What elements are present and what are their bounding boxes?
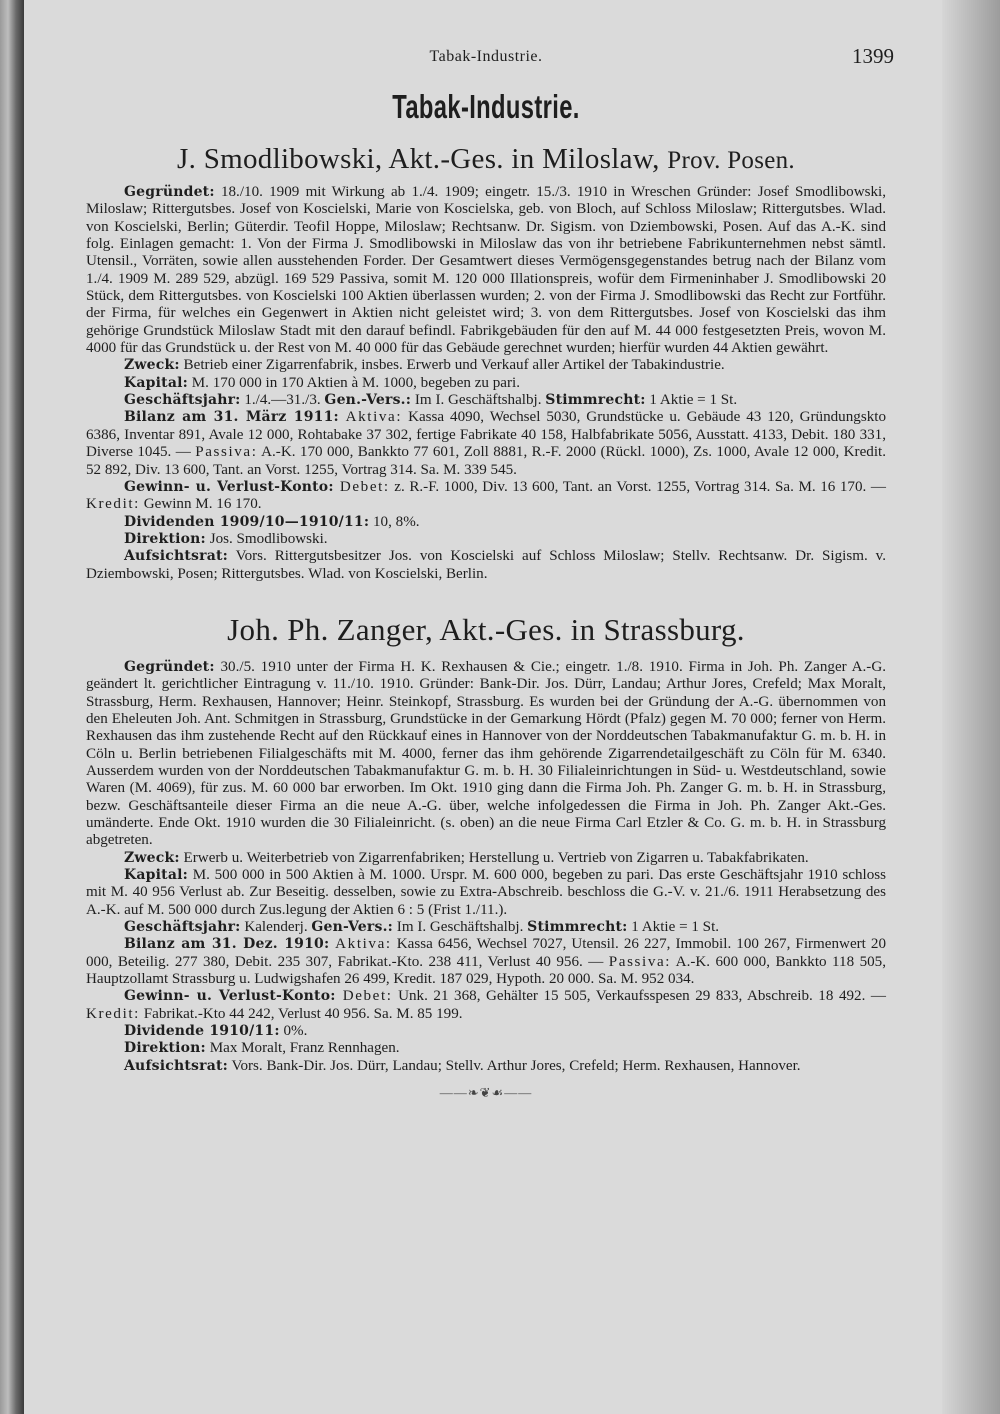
label-kredit: Kredit: xyxy=(86,496,140,513)
page-number: 1399 xyxy=(852,44,894,68)
label-zweck: Zweck: xyxy=(124,357,180,374)
label-guv: Gewinn- u. Verlust-Konto: xyxy=(124,988,336,1005)
debet-text: z. R.-F. 1000, Div. 13 600, Tant. an Vorst. 1255, Vortrag 314. Sa. M. 16 170. — xyxy=(389,478,886,495)
section-gap xyxy=(86,583,886,611)
passiva-text: A.-K. 600 000, Bankkto 118 505, Hauptzollamt Strassburg u. Ludwigshafen 26 499, Kredit. 187 029, Hypoth. 20 000. Sa. M. 952 034. xyxy=(86,953,886,988)
gv-text: Im I. Geschäftshalbj. xyxy=(393,919,528,936)
company2-geschaeftsjahr xyxy=(86,919,886,936)
founded-text: 30./5. 1910 unter der Firma H. K. Rexhausen & Cie.; eingetr. 1./8. 1910. Firma in Joh. Ph. Zanger A.-G. geändert lt. gerichtlicher Eintragung v. 11./10. 1910. Gründer: Bank-Dir. Jos. Dürr, Landau; Arthur Jores, Crefeld; Max Moralt, Strassburg, Herm. Rexhausen, Hannover; Heinr. Steinkopf, Strassburg. Es wurden bei der Gründung der A.-G. übernommen von den Eheleuten Joh. Ant. Schmitgen in Strassburg, Grundstücke in der Gemarkung Hördt (Pfalz) gegen M. 70 000; ferner von Herm. Rexhausen das ihm zustehende Recht auf den Rückkauf eines in Hannover von der Norddeutschen Tabakmanufaktur G. m. b. H. in Cöln u. Berlin betriebenen Filialgeschäfts mit M. 4000, ferner das ihm gehörende Zigarrendetailgeschäft zu Cöln für M. 6340. Ausserdem wurden von der Norddeutschen Tabakmanufaktur G. m. b. H. 30 Filialeinrichtungen in Süd- u. Westdeutschland, sowie Waren (M. 4069), für zus. M. 60 000 bar erworben. Im Okt. 1910 ging dann die Firma Joh. Ph. Zanger G. m. b. H. in Strassburg, bezw. Geschäftsanteile dieser Firma an die neue A.-G. über, welche infolgedessen die Firma in Joh. Ph. Zanger Akt.-Ges. umänderte. Ende Okt. 1910 wurden die 30 Filialeinricht. (s. oben) an die neue Firma Carl Etzler & Co. G. m. b. H. in Strassburg abgetreten. xyxy=(86,658,886,849)
running-head xyxy=(86,40,894,70)
label-bilanz: Bilanz am 31. März 1911: xyxy=(124,409,339,426)
label-passiva: Passiva: xyxy=(195,444,258,461)
label-dividende: Dividende 1910/11: xyxy=(124,1023,280,1040)
aktiva-text: Kassa 6456, Wechsel 7027, Utensil. 26 227, Immobil. 100 267, Firmenwert 20 000, Beteilig. 277 380, Debit. 235 307, Fabrikat.-Kto. 238 411, Verlust 40 956. — xyxy=(86,936,887,970)
company1-prov: Prov. Posen. xyxy=(667,147,795,174)
label-passiva: Passiva: xyxy=(608,953,672,970)
dir-text: Jos. Smodlibowski. xyxy=(205,530,328,547)
label-debet: Debet: xyxy=(335,988,393,1005)
ar-text: Vors. Rittergutsbesitzer Jos. von Koscielski auf Schloss Miloslaw; Stellv. Rechtsanw. Dr. Sigism. v. Dziembowski, Posen; Rittergutsbes. Wlad. von Koscielski, Berlin. xyxy=(86,548,886,582)
company2-guv xyxy=(86,988,886,1023)
company2-founded xyxy=(86,659,886,850)
gj-text: 1./4.—31./3. xyxy=(240,392,325,409)
label-aufsichtsrat: Aufsichtsrat: xyxy=(124,548,228,565)
company1-founded xyxy=(86,184,886,357)
sr-text: 1 Aktie = 1 St. xyxy=(627,919,720,936)
section-title: Tabak-Industrie. xyxy=(392,88,580,125)
company1-direktion xyxy=(86,531,886,548)
company1-guv xyxy=(86,479,886,514)
zweck-text: Erwerb u. Weiterbetrieb von Zigarrenfabriken; Herstellung u. Vertrieb von Zigarren u. Tabakfabrikaten. xyxy=(179,849,809,866)
company2-kapital xyxy=(86,867,886,919)
gj-text: Kalenderj. xyxy=(240,919,312,936)
label-aktiva: Aktiva: xyxy=(329,936,392,953)
label-stimmrecht: Stimmrecht: xyxy=(527,919,628,936)
company2-direktion xyxy=(86,1040,886,1057)
label-aufsichtsrat: Aufsichtsrat: xyxy=(124,1057,228,1074)
company1-name: J. Smodlibowski, Akt.-Ges. in Miloslaw, xyxy=(177,143,660,175)
div-text: 0%. xyxy=(279,1023,308,1040)
end-ornament-icon: ——❧❦☙—— xyxy=(439,1085,533,1101)
label-kapital: Kapital: xyxy=(124,374,188,391)
label-dividenden: Dividenden 1909/10—1910/11: xyxy=(124,513,370,530)
company2-title: Joh. Ph. Zanger, Akt.-Ges. in Strassburg. xyxy=(227,611,745,647)
company1-aufsichtsrat xyxy=(86,548,886,583)
label-kapital: Kapital: xyxy=(124,867,188,884)
company2-bilanz xyxy=(86,936,886,988)
company2-dividende xyxy=(86,1023,886,1040)
company1-body xyxy=(86,184,886,583)
label-geschaeftsjahr: Geschäftsjahr: xyxy=(124,919,241,936)
zweck-text: Betrieb einer Zigarrenfabrik, insbes. Erwerb und Verkauf aller Artikel der Tabakindustrie. xyxy=(179,357,725,374)
label-zweck: Zweck: xyxy=(124,849,180,866)
company1-bilanz xyxy=(86,409,886,478)
company2-aufsichtsrat xyxy=(86,1058,886,1075)
page-content xyxy=(86,40,894,1101)
company1-geschaeftsjahr xyxy=(86,392,886,409)
label-direktion: Direktion: xyxy=(124,530,206,547)
founded-text: 18./10. 1909 mit Wirkung ab 1./4. 1909; eingetr. 15./3. 1910 in Wreschen Gründer: Josef Smodlibowski, Miloslaw; Rittergutsbes. Josef von Koscielski, Marie von Koscielska, geb. von Bloch, auf Schloss Miloslaw; Rittergutsbes. Wlad. von Koscielski, Berlin; Güterdir. Teofil Hoppe, Miloslaw; Rechtsanw. Dr. Sigism. von Dziembowski, Posen. Auf das A.-K. sind folg. Einlagen gemacht: 1. Von der Firma J. Smodlibowski in Miloslaw das von ihr betriebene Fabrikunternehmen nebst sämtl. Utensil., Vorräten, sowie allen ausstehenden Forder. Der Gesamtwert dieses Vermögensgegenstandes betrug nach der Bilanz vom 1./4. 1909 M. 289 529, abzügl. 169 529 Passiva, somit M. 120 000 Illationspreis, wofür dem Firmeninhaber J. Smodlibowski 20 Stück, dem Rittergutsbes. von Koscielski 100 Aktien überlassen wurden; 2. von der Firma J. Smodlibowski das Recht zur Fortführ. der Firma, für welches ein Gegenwert in Aktien nicht geleistet wird; 3. von dem Rittergutsbes. Josef von Koscielski das ihm gehörige Grundstück Miloslaw Stadt mit den darauf befindl. Fabrikgebäuden für den auf M. 44 000 festgesetzten Preis, wovon M. 4000 für das Grundstück u. der Rest von M. 40 000 für das Gebäude gerechnet wurden; hierfür wurden 44 Aktien gewährt. xyxy=(86,184,886,357)
kapital-text: M. 500 000 in 500 Aktien à M. 1000. Urspr. M. 600 000, begeben zu pari. Das erste Geschäftsjahr 1910 schloss mit M. 40 956 Verlust ab. Zur Beseitig. desselben, sowie zu Extra-Abschreib. beschloss die G.-V. v. 21./6. 1911 Herabsetzung des A.-K. auf M. 500 000 durch Zus.legung der Aktien 6 : 5 (Frist 1./11.). xyxy=(86,867,886,918)
label-kredit: Kredit: xyxy=(86,1005,140,1022)
gv-text: Im I. Geschäftshalbj. xyxy=(411,392,546,409)
page-edge-right xyxy=(942,0,1000,1414)
kredit-text: Fabrikat.-Kto 44 242, Verlust 40 956. Sa. M. 85 199. xyxy=(139,1005,463,1022)
label-guv: Gewinn- u. Verlust-Konto: xyxy=(124,478,334,495)
div-text: 10, 8%. xyxy=(369,513,420,530)
label-geschaeftsjahr: Geschäftsjahr: xyxy=(124,392,241,409)
running-title: Tabak-Industrie. xyxy=(429,48,543,65)
dir-text: Max Moralt, Franz Rennhagen. xyxy=(205,1040,400,1057)
company1-dividenden xyxy=(86,514,886,531)
passiva-text: A.-K. 170 000, Bankkto 77 601, Zoll 8881, R.-F. 2000 (Rückl. 1000), Zs. 1000, Avale 12 000, Kredit. 52 892, Div. 13 600, Tant. an Vorst. 1255, Vortrag 314. Sa. M. 339 545. xyxy=(86,444,886,478)
label-stimmrecht: Stimmrecht: xyxy=(545,392,646,409)
kapital-text: M. 170 000 in 170 Aktien à M. 1000, begeben zu pari. xyxy=(187,374,520,391)
kredit-text: Gewinn M. 16 170. xyxy=(139,496,262,513)
binding-edge-left xyxy=(0,0,24,1414)
label-bilanz: Bilanz am 31. Dez. 1910: xyxy=(124,936,330,953)
label-gegruendet: Gegründet: xyxy=(124,184,215,200)
company1-title xyxy=(86,142,886,178)
aktiva-text: Kassa 4090, Wechsel 5030, Grundstücke u. Gebäude 43 120, Gründungsktо 6386, Inventar 891, Avale 12 000, Rohtabake 37 302, fertige Fabrikate 40 158, Halbfabrikate 5056, Ausstatt. 4133, Debit. 180 331, Diverse 1045. — xyxy=(86,409,886,461)
sr-text: 1 Aktie = 1 St. xyxy=(645,392,738,409)
ar-text: Vors. Bank-Dir. Jos. Dürr, Landau; Stellv. Arthur Jores, Crefeld; Herm. Rexhausen, Hannover. xyxy=(228,1057,801,1074)
label-gegruendet: Gegründet: xyxy=(124,658,215,675)
label-debet: Debet: xyxy=(333,478,390,495)
label-genvers: Gen-Vers.: xyxy=(311,919,394,936)
company2-zweck xyxy=(86,850,886,867)
label-genvers: Gen.-Vers.: xyxy=(324,392,412,409)
label-aktiva: Aktiva: xyxy=(338,409,403,426)
label-direktion: Direktion: xyxy=(124,1040,206,1057)
debet-text: Unk. 21 368, Gehälter 15 505, Verkaufsspesen 29 833, Abschreib. 18 492. — xyxy=(392,988,886,1005)
company1-zweck xyxy=(86,357,886,374)
company2-body xyxy=(86,659,886,1075)
company1-kapital xyxy=(86,375,886,392)
